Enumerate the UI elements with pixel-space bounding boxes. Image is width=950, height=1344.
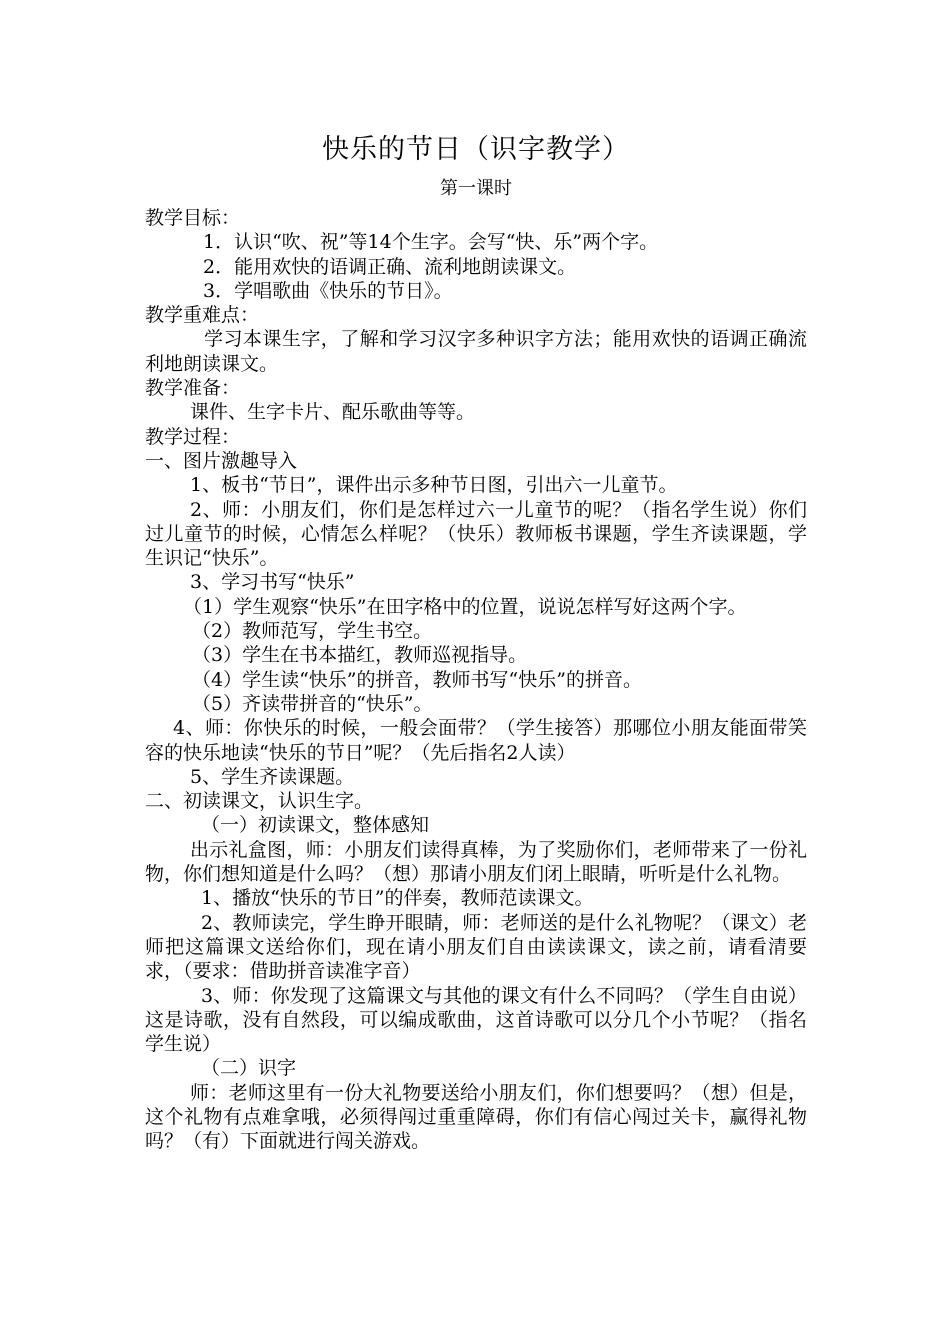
- writing-substep-5: （5）齐读带拼音的“快乐”。: [192, 692, 433, 715]
- step-1-item-3: 3、学习书写“快乐”: [190, 571, 355, 594]
- section-heading-process: 教学过程：: [145, 425, 241, 448]
- goal-item-3: 3．学唱歌曲《快乐的节日》。: [203, 279, 453, 302]
- reading-item-2: 2、教师读完，学生睁开眼睛，师：老师送的是什么礼物呢？（课文）老师把这篇课文送给你们，现在请小朋友们自由读读课文，读之前，请看清要求，（要求：借助拼音读准字音）: [145, 911, 807, 983]
- literacy-intro-text: 师：老师这里有一份大礼物要送给小朋友们，你们想要吗？（想）但是，这个礼物有点难拿哦，必须得闯过重重障碍，你们有信心闯过关卡，赢得礼物吗？（有）下面就进行闯关游戏。: [145, 1081, 807, 1153]
- section-heading-preparation: 教学准备：: [145, 377, 241, 400]
- section-heading-goals: 教学目标：: [145, 207, 241, 229]
- preparation-text: 课件、生字卡片、配乐歌曲等等。: [190, 401, 476, 424]
- reading-intro-text: 出示礼盒图，师：小朋友们读得真棒，为了奖励你们，老师带来了一份礼物，你们想知道是什么吗？（想）那请小朋友们闭上眼睛，听听是什么礼物。: [145, 838, 807, 886]
- writing-substep-4: （4）学生读“快乐”的拼音，教师书写“快乐”的拼音。: [192, 668, 642, 691]
- page-title: 快乐的节日（识字教学）: [322, 134, 630, 165]
- step-1-item-1: 1、板书“节日”，课件出示多种节日图，引出六一儿童节。: [190, 474, 678, 497]
- writing-substep-2: （2）教师范写，学生书空。: [192, 620, 433, 643]
- step-1-item-5: 5、学生齐读课题。: [190, 765, 355, 788]
- writing-substep-3: （3）学生在书本描红，教师巡视指导。: [192, 644, 528, 667]
- substep-heading-reading: （一）初读课文，整体感知: [201, 814, 430, 837]
- step-1-item-4: 4、师：你快乐的时候，一般会面带？（学生接答）那哪位小朋友能面带笑容的快乐地读“快乐的节日”呢？（先后指名2人读）: [145, 717, 807, 764]
- step-heading-2: 二、初读课文，认识生字。: [145, 790, 374, 813]
- step-heading-1: 一、图片激趣导入: [145, 449, 298, 472]
- lesson-subtitle: 第一课时: [440, 178, 512, 199]
- key-points-text: 学习本课生字，了解和学习汉字多种识字方法；能用欢快的语调正确流利地朗读课文。: [145, 328, 807, 375]
- reading-item-1: 1、播放“快乐的节日”的伴奏，教师范读课文。: [201, 887, 594, 910]
- writing-substep-1: （1）学生观察“快乐”在田字格中的位置，说说怎样写好这两个字。: [183, 595, 747, 618]
- goal-item-2: 2．能用欢快的语调正确、流利地朗读课文。: [203, 255, 577, 278]
- step-1-item-2: 2、师：小朋友们，你们是怎样过六一儿童节的呢？（指名学生说）你们过儿童节的时候，心情怎么样呢？（快乐）教师板书课题，学生齐读课题，学生识记“快乐”。: [145, 498, 807, 570]
- substep-heading-literacy: （二）识字: [201, 1057, 297, 1080]
- document-body: [145, 132, 807, 1154]
- reading-item-3: 3、师：你发现了这篇课文与其他的课文有什么不同吗？（学生自由说）这是诗歌，没有自然段，可以编成歌曲，这首诗歌可以分几个小节呢？（指名学生说）: [145, 984, 807, 1056]
- section-heading-key-points: 教学重难点：: [145, 304, 260, 327]
- goal-item-1: 1．认识“吹、祝”等14个生字。会写“快、乐”两个字。: [203, 231, 659, 254]
